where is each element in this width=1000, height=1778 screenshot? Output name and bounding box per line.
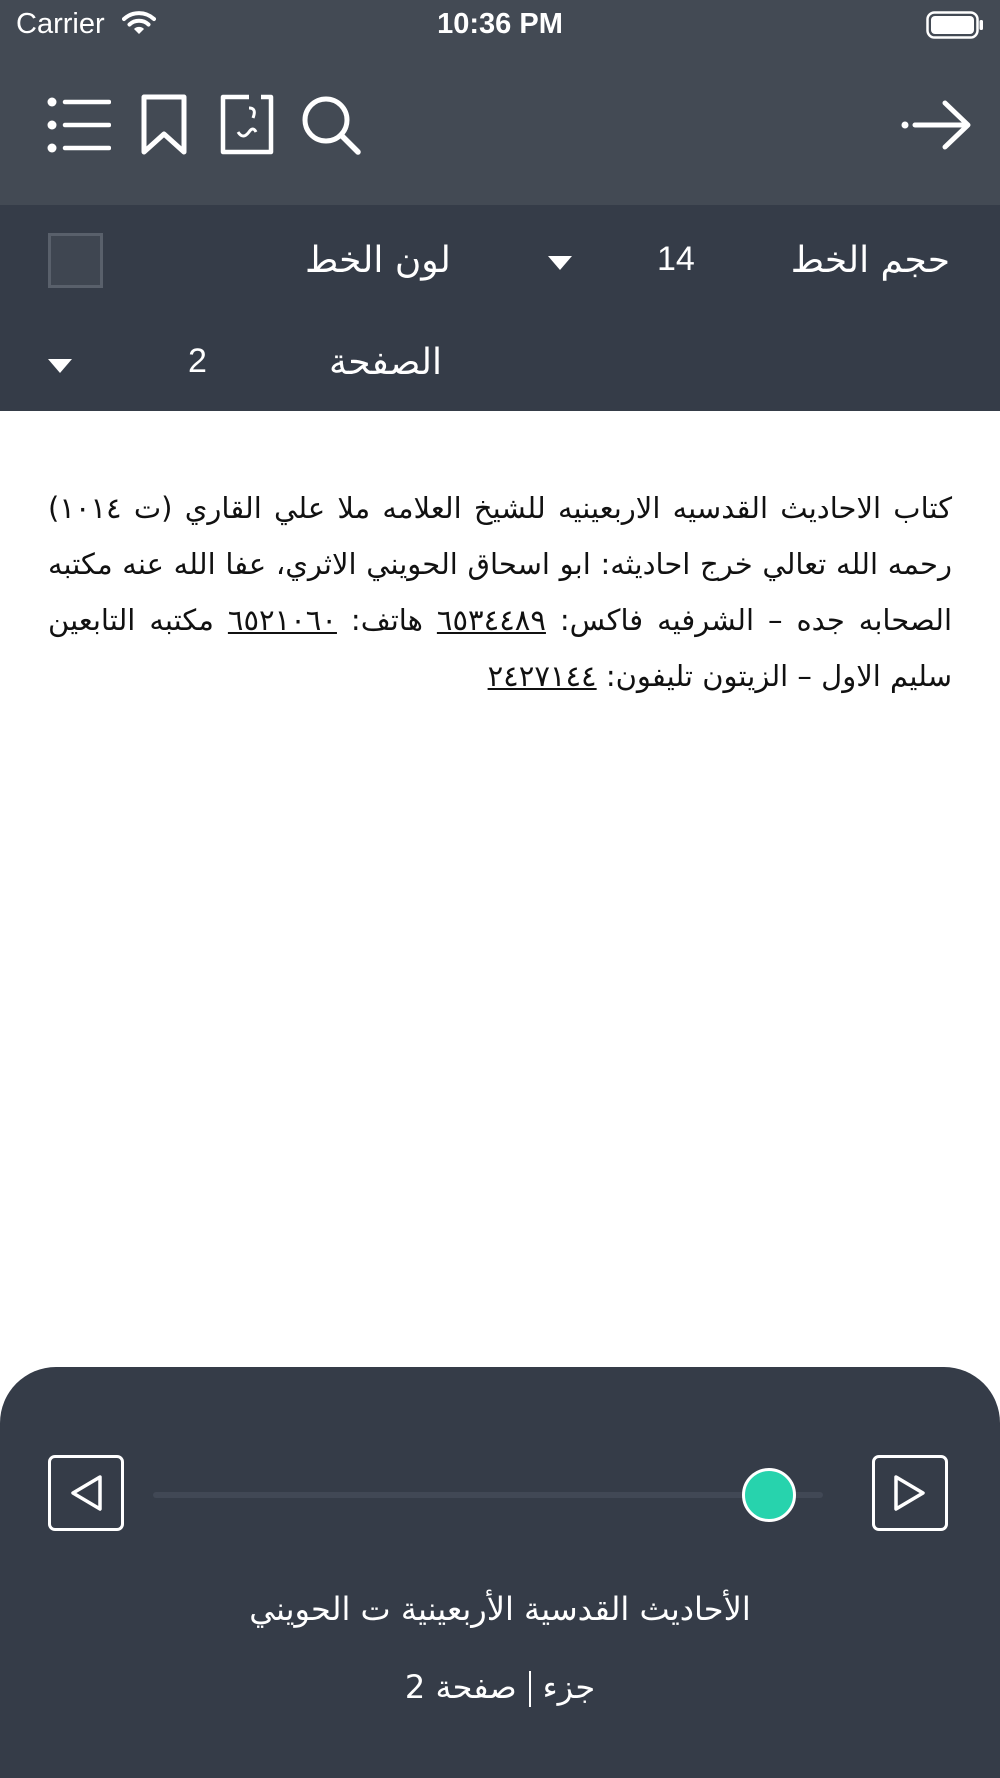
- status-bar: [0, 0, 1000, 50]
- fax-number[interactable]: ٦٥٣٤٤٨٩: [436, 603, 546, 637]
- font-size-dropdown-icon[interactable]: [548, 256, 572, 270]
- font-size-label: حجم الخط: [790, 240, 950, 281]
- content-text: كتاب الاحاديث القدسيه الاربعينيه للشيخ العلامه ملا علي القاري (ت ١٠١٤) رحمه الله تعالي خرج احاديثه: ابو اسحاق الحويني الاثري، عفا الله عنه مكتبه الصحابه جده – الشرفيه فاكس:: [48, 491, 953, 637]
- bookmark-icon[interactable]: [129, 90, 199, 160]
- note-icon[interactable]: [212, 90, 282, 160]
- content-text: مكتبه التابعين سليم الاول – الزيتون تليفون:: [48, 603, 952, 693]
- book-title: الأحاديث القدسية الأربعينية ت الحويني: [249, 1590, 751, 1628]
- top-header: [0, 0, 1000, 205]
- page-dropdown-icon[interactable]: [48, 359, 72, 373]
- page-slider-track[interactable]: [153, 1492, 823, 1498]
- battery-icon: [926, 11, 984, 44]
- list-icon[interactable]: [44, 90, 114, 160]
- book-content: [48, 480, 952, 704]
- bottom-panel: [0, 1367, 1000, 1778]
- page-label: الصفحة: [329, 342, 442, 383]
- triangle-right-icon: [892, 1473, 928, 1513]
- triangle-left-icon: [68, 1473, 104, 1513]
- carrier-label: Carrier: [16, 8, 105, 40]
- font-color-label: لون الخط: [305, 240, 451, 281]
- separator: [529, 1671, 531, 1707]
- font-color-swatch[interactable]: [48, 233, 103, 288]
- page-slider-thumb[interactable]: [742, 1468, 796, 1522]
- arrow-forward-icon[interactable]: [900, 90, 974, 160]
- clock: 10:36 PM: [437, 8, 563, 40]
- part-label: جزء: [542, 1668, 596, 1706]
- phone-number[interactable]: ٦٥٢١٠٦٠: [227, 603, 337, 637]
- content-text: هاتف:: [336, 603, 437, 637]
- book-location: [0, 1668, 1000, 1707]
- page-value[interactable]: 2: [188, 342, 207, 380]
- page-indicator: صفحة 2: [404, 1668, 517, 1706]
- previous-page-button[interactable]: [48, 1455, 124, 1531]
- next-page-button[interactable]: [872, 1455, 948, 1531]
- search-icon[interactable]: [296, 90, 366, 160]
- telephone-number[interactable]: ٢٤٢٧١٤٤: [487, 659, 597, 693]
- font-size-value[interactable]: 14: [657, 240, 695, 278]
- reader-settings: [0, 205, 1000, 411]
